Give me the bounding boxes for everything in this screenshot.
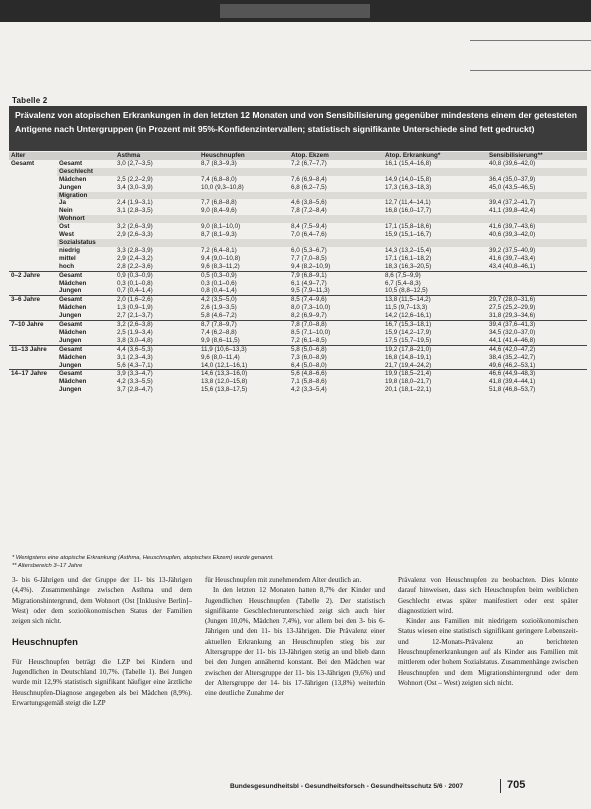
table-cell: 3,1 (2,8–3,5) [117,207,153,215]
table-cell: hoch [59,262,75,270]
table-cell: 0,3 (0,1–0,6) [201,279,237,287]
header-band [0,0,591,22]
table-cell: Geschlecht [57,168,587,176]
table-cell: 10,0 (9,3–10,8) [201,183,244,191]
table-cell: Mädchen [59,175,87,183]
table-row [9,370,587,378]
table-cell: Jungen [59,386,82,394]
paragraph: für Heuschnupfen mit zunehmendem Alter deutlich an. [205,576,362,584]
table-cell: 7,6 (6,9–8,4) [291,175,327,183]
table-cell: 6,8 (6,2–7,5) [291,183,327,191]
table-cell: 2,8 (2,2–3,6) [117,262,153,270]
table-cell: 7,2 (6,1–8,5) [291,336,327,344]
table-cell: 7,2 (6,7–7,7) [291,159,327,167]
table-cell: 8,7 (7,8–9,7) [199,321,289,329]
table-cell: 41,6 (39,7–43,4) [489,254,536,262]
table-cell: 19,8 (18,0–21,7) [385,378,432,386]
table-cell: 19,9 (18,5–21,4) [383,370,487,378]
table-cell [9,207,57,215]
paragraph: Für Heuschnupfen beträgt die LZP bei Kindern und Jugendlichen in Deutschland 10,7%. (Tabelle 1). Bei Jungen wurde mit 12,9% statistisch signifikant häufiger eine ärztliche Heuschnupfen-Diagnose angegeben als bei Mädchen (8,9%). Erwartungsgemäß steigt die LZP [12,657,192,707]
table-cell: 14,9 (14,0–15,8) [385,175,432,183]
table-cell: 38,4 (35,2–42,7) [489,353,536,361]
table-cell: 21,7 (19,4–24,2) [385,361,432,369]
table-cell: Jungen [59,361,82,369]
table-cell: 2,5 (2,2–2,9) [117,175,153,183]
table-cell: 3,3 (2,8–3,9) [117,246,153,254]
table-subheader-row [9,168,587,176]
table-cell: 14,3 (13,2–15,4) [385,246,432,254]
table-cell: Mädchen [59,279,87,287]
table-row [9,271,587,279]
table-cell [9,362,57,370]
table-cell: 0,9 (0,3–0,9) [115,271,199,279]
table-cell: 14,2 (12,6–16,1) [385,312,432,320]
table-cell: 17,5 (15,7–19,5) [385,336,432,344]
footer-divider [500,779,501,793]
table-cell: Gesamt [57,345,115,353]
table-cell: 17,3 (16,3–18,3) [385,183,432,191]
table-cell [9,255,57,263]
page-number: 705 [507,779,526,791]
table-cell: 5,6 (4,8–6,6) [289,370,383,378]
table-cell: 11,5 (9,7–13,3) [385,304,428,312]
table-cell: Mädchen [59,378,87,386]
table-row [9,329,587,337]
table-cell: 7,2 (6,4–8,1) [201,246,237,254]
paragraph: Kinder aus Familien mit niedrigem sozioökonomischen Status wiesen eine statistisch signifikant geringere Lebenszeit- und 12-Monats-Prävalenz an berichteten Heuschnupfenerkrankungen auf als Kinder aus Familien mit mittlerem oder hohem Sozialstatus. Zusammenhänge zwischen Heuschnupfen und dem Migrationshintergrund oder dem Wohnort (Ost – West) zeigten sich nicht. [398,617,578,687]
table-cell [9,199,57,207]
table-cell: 3,8 (3,0–4,8) [117,336,153,344]
table-cell: Ost [59,223,70,231]
table-cell: 17,1 (15,8–18,6) [385,223,432,231]
table-cell: 6,0 (5,3–6,7) [291,246,327,254]
table-row [9,176,587,184]
table-cell: 13,8 (12,0–15,8) [201,378,248,386]
table-row [9,386,587,394]
header-cell: Heuschnupfen [199,152,289,160]
table-cell: 29,7 (28,0–31,6) [487,296,587,304]
section-heading: Heuschnupfen [12,637,78,649]
table-cell: 4,4 (3,6–5,3) [115,345,199,353]
table-cell [9,176,57,184]
table-cell: 7,4 (6,8–8,0) [201,175,237,183]
table-cell: 6,4 (5,0–8,0) [291,361,327,369]
table-cell: 2,7 (2,1–3,7) [117,312,153,320]
table-cell: 41,6 (39,7–43,6) [489,223,536,231]
table-row [9,296,587,304]
table-cell: 2,6 (1,9–3,5) [201,304,237,312]
table-row [9,312,587,320]
table-row [9,207,587,215]
table-cell: 19,2 (17,8–21,0) [383,345,487,353]
table-row [9,255,587,263]
table-cell: 8,5 (7,1–10,0) [291,328,331,336]
text-column-3 [398,575,578,688]
table-cell: 9,0 (8,4–9,6) [201,207,237,215]
table-cell: 44,6 (42,0–47,2) [487,345,587,353]
table-cell: 9,6 (8,0–11,4) [201,353,240,361]
table-cell [9,168,57,176]
table-cell: 7,4 (6,2–8,8) [201,328,237,336]
table-cell: mittel [59,254,76,262]
table-cell: 9,6 (8,3–11,2) [201,262,240,270]
table-cell [9,312,57,320]
table-cell: Wohnort [57,215,587,223]
table-cell: 51,8 (46,8–53,7) [489,386,536,394]
table-subheader-row [9,192,587,200]
table-cell [9,263,57,271]
table-row [9,304,587,312]
table-cell: 11–13 Jahre [9,345,57,353]
table-cell: 6,1 (4,9–7,7) [291,279,327,287]
table-cell: niedrig [59,246,80,254]
table-cell: 16,1 (15,4–16,8) [385,159,432,167]
table-cell: 39,4 (37,2–41,7) [489,199,536,207]
paragraph: Prävalenz von Heuschnupfen zu beobachten. Dies könnte darauf hinweisen, dass sich Heuschnupfen beim weiblichen Geschlecht etwas später manifestiert oder erst später diagnostiziert wird. [398,576,578,615]
header-cell: Asthma [115,152,199,160]
table-cell: 17,1 (16,1–18,2) [385,254,432,262]
table-title: Prävalenz von atopischen Erkrankungen in den letzten 12 Monaten und von Sensibilisierung gegenüber mindestens einem der getesteten Antigene nach Untergruppen (in Prozent mit 95%-Konfidenzintervallen; statistisch signifikante Unterschiede sind fett gedruckt) [9,106,587,151]
table-cell: Gesamt [57,271,115,279]
table-cell [9,304,57,312]
table-cell: 15,9 (14,2–17,9) [385,328,432,336]
table-cell: 8,0 (7,3–10,0) [291,304,331,312]
table-cell: 40,8 (39,6–42,0) [489,159,536,167]
table-cell: 3,9 (3,3–4,7) [115,370,199,378]
table-cell: 3,7 (2,8–4,7) [117,386,153,394]
table-cell: 4,2 (3,5–5,0) [199,296,289,304]
table-cell: Mädchen [59,353,87,361]
header-shade [220,4,370,18]
table-row [9,184,587,192]
table-cell: 31,8 (29,3–34,6) [489,312,536,320]
table-cell: 0,3 (0,1–0,8) [117,279,153,287]
table-cell: 4,2 (3,3–5,4) [291,386,327,394]
table-row [9,321,587,329]
table-cell: 8,4 (7,5–9,4) [291,223,327,231]
header-cell [57,152,115,160]
table-cell: Nein [59,207,73,215]
table-cell [9,215,57,223]
table-cell: 4,6 (3,8–5,6) [291,199,327,207]
table-cell: 9,0 (8,1–10,0) [201,223,241,231]
table-cell: Gesamt [57,296,115,304]
table-cell: 2,9 (2,4–3,2) [117,254,153,262]
table-cell: 46,6 (44,9–48,3) [487,370,587,378]
table-cell: Jungen [59,312,82,320]
table-cell: 36,4 (35,0–37,9) [489,175,536,183]
table-cell [9,354,57,362]
table-cell: 3,2 (2,6–3,9) [117,223,153,231]
table-cell: 9,4 (9,0–10,8) [201,254,241,262]
table-cell: 0,7 (0,4–1,4) [117,287,153,295]
table-cell: 1,3 (0,9–1,9) [117,304,153,312]
table-cell: 15,9 (15,1–16,7) [385,231,432,239]
header-rule [470,70,591,71]
table-cell: 6,7 (5,4–8,3) [385,279,421,287]
table-cell: 3,1 (2,3–4,3) [117,353,153,361]
table-cell: West [59,231,74,239]
table-cell: 27,5 (25,2–29,9) [489,304,536,312]
table-subheader-row [9,215,587,223]
paragraph: 3- bis 6-Jährigen und der Gruppe der 11- bis 13-Jährigen (4,4%). Zusammenhänge zwischen Asthma und dem Migrationshintergrund, dem Wohnort (Ost [Inklusive Berlin]–West) oder dem sozioökonomischen Status der Familien zeigen sich nicht. [12,576,192,626]
table-cell: 34,5 (32,0–37,0) [489,328,536,336]
table-cell: 5,8 (5,0–6,8) [289,345,383,353]
table-cell: 15,6 (13,8–17,5) [201,386,248,394]
table-cell: Gesamt [57,370,115,378]
table-cell: Gesamt [11,159,35,167]
table-cell: 44,1 (41,4–46,8) [489,336,536,344]
table-cell: Mädchen [59,328,87,336]
table-cell: 8,2 (6,9–9,7) [291,312,327,320]
table-cell: 7,1 (5,8–8,6) [291,378,327,386]
table-cell: 3,4 (3,0–3,9) [117,183,153,191]
table-cell: 49,6 (46,2–53,1) [489,361,536,369]
table-cell [9,192,57,200]
table-cell: 2,9 (2,6–3,3) [117,231,153,239]
table-cell [9,337,57,345]
table-cell: 14–17 Jahre [9,370,57,378]
table-cell: 5,6 (4,3–7,1) [117,361,153,369]
table-cell: 2,4 (1,9–3,1) [117,199,153,207]
table-label: Tabelle 2 [12,96,48,105]
table-cell: 5,8 (4,6–7,2) [201,312,237,320]
table-cell: 7,9 (6,8–9,1) [289,271,383,279]
table-cell: 7,3 (6,0–8,9) [291,353,327,361]
table-cell: 7–10 Jahre [9,321,57,329]
table-cell: 7,8 (7,2–8,4) [291,207,327,215]
table-cell: Mädchen [59,304,87,312]
table-cell [9,239,57,247]
table-cell: 8,7 (8,3–9,3) [201,159,237,167]
table-cell: Gesamt [57,321,115,329]
note-2: ** Altersbereich 3–17 Jahre [12,563,83,569]
table-cell: Jungen [59,287,82,295]
table-cell: 0,5 (0,3–0,9) [199,271,289,279]
table-cell: 4,2 (3,3–5,5) [117,378,153,386]
table-row [9,280,587,288]
table-cell: 2,5 (1,9–3,4) [117,328,153,336]
table-cell: 14,6 (13,3–16,0) [199,370,289,378]
table-cell: 9,9 (8,6–11,5) [201,336,240,344]
table-row [9,337,587,345]
table-subheader-row [9,239,587,247]
table-cell [9,287,57,295]
table-row [9,362,587,370]
table-row [9,160,587,168]
table-cell: Jungen [59,336,82,344]
table-cell: 7,8 (7,0–8,8) [289,321,383,329]
table-cell: 41,1 (39,8–42,4) [489,207,536,215]
table-cell: Ja [59,199,67,207]
table-cell: 16,8 (16,0–17,7) [385,207,432,215]
table-cell: 3,0 (2,7–3,5) [117,159,153,167]
table-cell [487,287,587,295]
table-cell: 11,9 (10,6–13,3) [199,345,289,353]
table-cell: 12,7 (11,4–14,1) [385,199,431,207]
table-cell: 14,0 (12,1–16,1) [201,361,248,369]
table-row [9,231,587,239]
text-column-2 [205,575,385,699]
table-header-row [9,152,587,160]
table-row [9,345,587,353]
data-table [9,152,587,394]
table-cell: 39,2 (37,5–40,9) [489,246,536,254]
table-cell: 20,1 (18,1–22,1) [385,386,432,394]
table-cell: Jungen [59,183,82,191]
note-1: * Wenigstens eine atopische Erkrankung (Asthma, Heuschnupfen, atopisches Ekzem) wurde genannt. [12,555,274,561]
paragraph: In den letzten 12 Monaten hatten 8,7% der Kinder und Jugendlichen Heuschnupfen (Tabelle 2). Der statistisch signifikante Geschlechterunterschied zeigt sich auch hier (Jungen 10,0%, Mädchen 7,4%), vor allem bei den 3- bis 6-Jährigen und den 11- bis 13-Jährigen. Die Prävalenz einer aktuellen Erkrankung an Heuschnupfen stieg bis zur Altersgruppe der 11- bis 13-Jährigen stetig an und blieb dann bei den Jungen annähernd konstant. Bei den Mädchen war zwischen der Altersgruppe der 11- bis 13-Jährigen (9,6%) und der Altersgruppe der 14- bis 17-Jährigen (13,8%) weiterhin eine deutliche Zunahme der [205,586,385,698]
table-cell: 3–6 Jahre [9,296,57,304]
table-cell [9,247,57,255]
table-cell: 16,8 (14,8–19,1) [385,353,432,361]
table-cell: 9,4 (8,2–10,9) [291,262,331,270]
table-cell: 8,6 (7,5–9,9) [383,271,487,279]
table-cell: 3,2 (2,6–3,8) [115,321,199,329]
table-cell: 18,3 (16,3–20,5) [385,262,432,270]
table-cell: 40,6 (39,3–42,0) [489,231,536,239]
table-row [9,247,587,255]
table-cell: 0,8 (0,4–1,4) [201,287,237,295]
table-cell: 7,7 (6,8–8,8) [201,199,237,207]
table-cell: 2,0 (1,6–2,6) [115,296,199,304]
text-column-1 [12,575,192,708]
table-cell: 13,8 (11,5–14,2) [383,296,487,304]
table-row [9,199,587,207]
header-cell: Sensibilisierung** [487,152,587,160]
table-cell: Sozialstatus [57,239,587,247]
table-cell [9,329,57,337]
table-cell [9,184,57,192]
table-cell: 45,0 (43,5–46,5) [489,183,536,191]
header-cell: Atop. Ekzem [289,152,383,160]
table-cell [487,280,587,288]
table-cell: 9,5 (7,9–11,3) [291,287,330,295]
table-cell: 0–2 Jahre [9,271,57,279]
table-row [9,223,587,231]
table-cell: 41,8 (39,4–44,1) [489,378,536,386]
table-cell [9,223,57,231]
header-cell: Atop. Erkrankung* [383,152,487,160]
table-cell: 7,0 (6,4–7,6) [291,231,327,239]
table-row [9,263,587,271]
table-cell: 7,7 (7,0–8,5) [291,254,327,262]
table-cell: 43,4 (40,8–46,1) [489,262,536,270]
table-cell [9,386,57,394]
header-cell: Alter [9,152,57,160]
table-cell [487,271,587,279]
table-cell [9,378,57,386]
journal-footer: Bundesgesundheitsbl - Gesundheitsforsch - Gesundheitsschutz 5/6 · 2007 [230,783,464,790]
table-cell: 39,4 (37,6–41,3) [487,321,587,329]
table-cell [9,280,57,288]
table-cell: Migration [57,192,587,200]
table-cell: 8,7 (8,1–9,3) [201,231,237,239]
table-row [9,287,587,295]
header-rule [470,40,591,41]
table-cell: 16,7 (15,3–18,1) [383,321,487,329]
table-cell: 8,5 (7,4–9,6) [289,296,383,304]
table-cell: Gesamt [59,159,83,167]
table-cell: 10,5 (8,8–12,5) [385,287,428,295]
table-notes [12,554,274,570]
table-row [9,378,587,386]
table-row [9,354,587,362]
table-cell [9,231,57,239]
